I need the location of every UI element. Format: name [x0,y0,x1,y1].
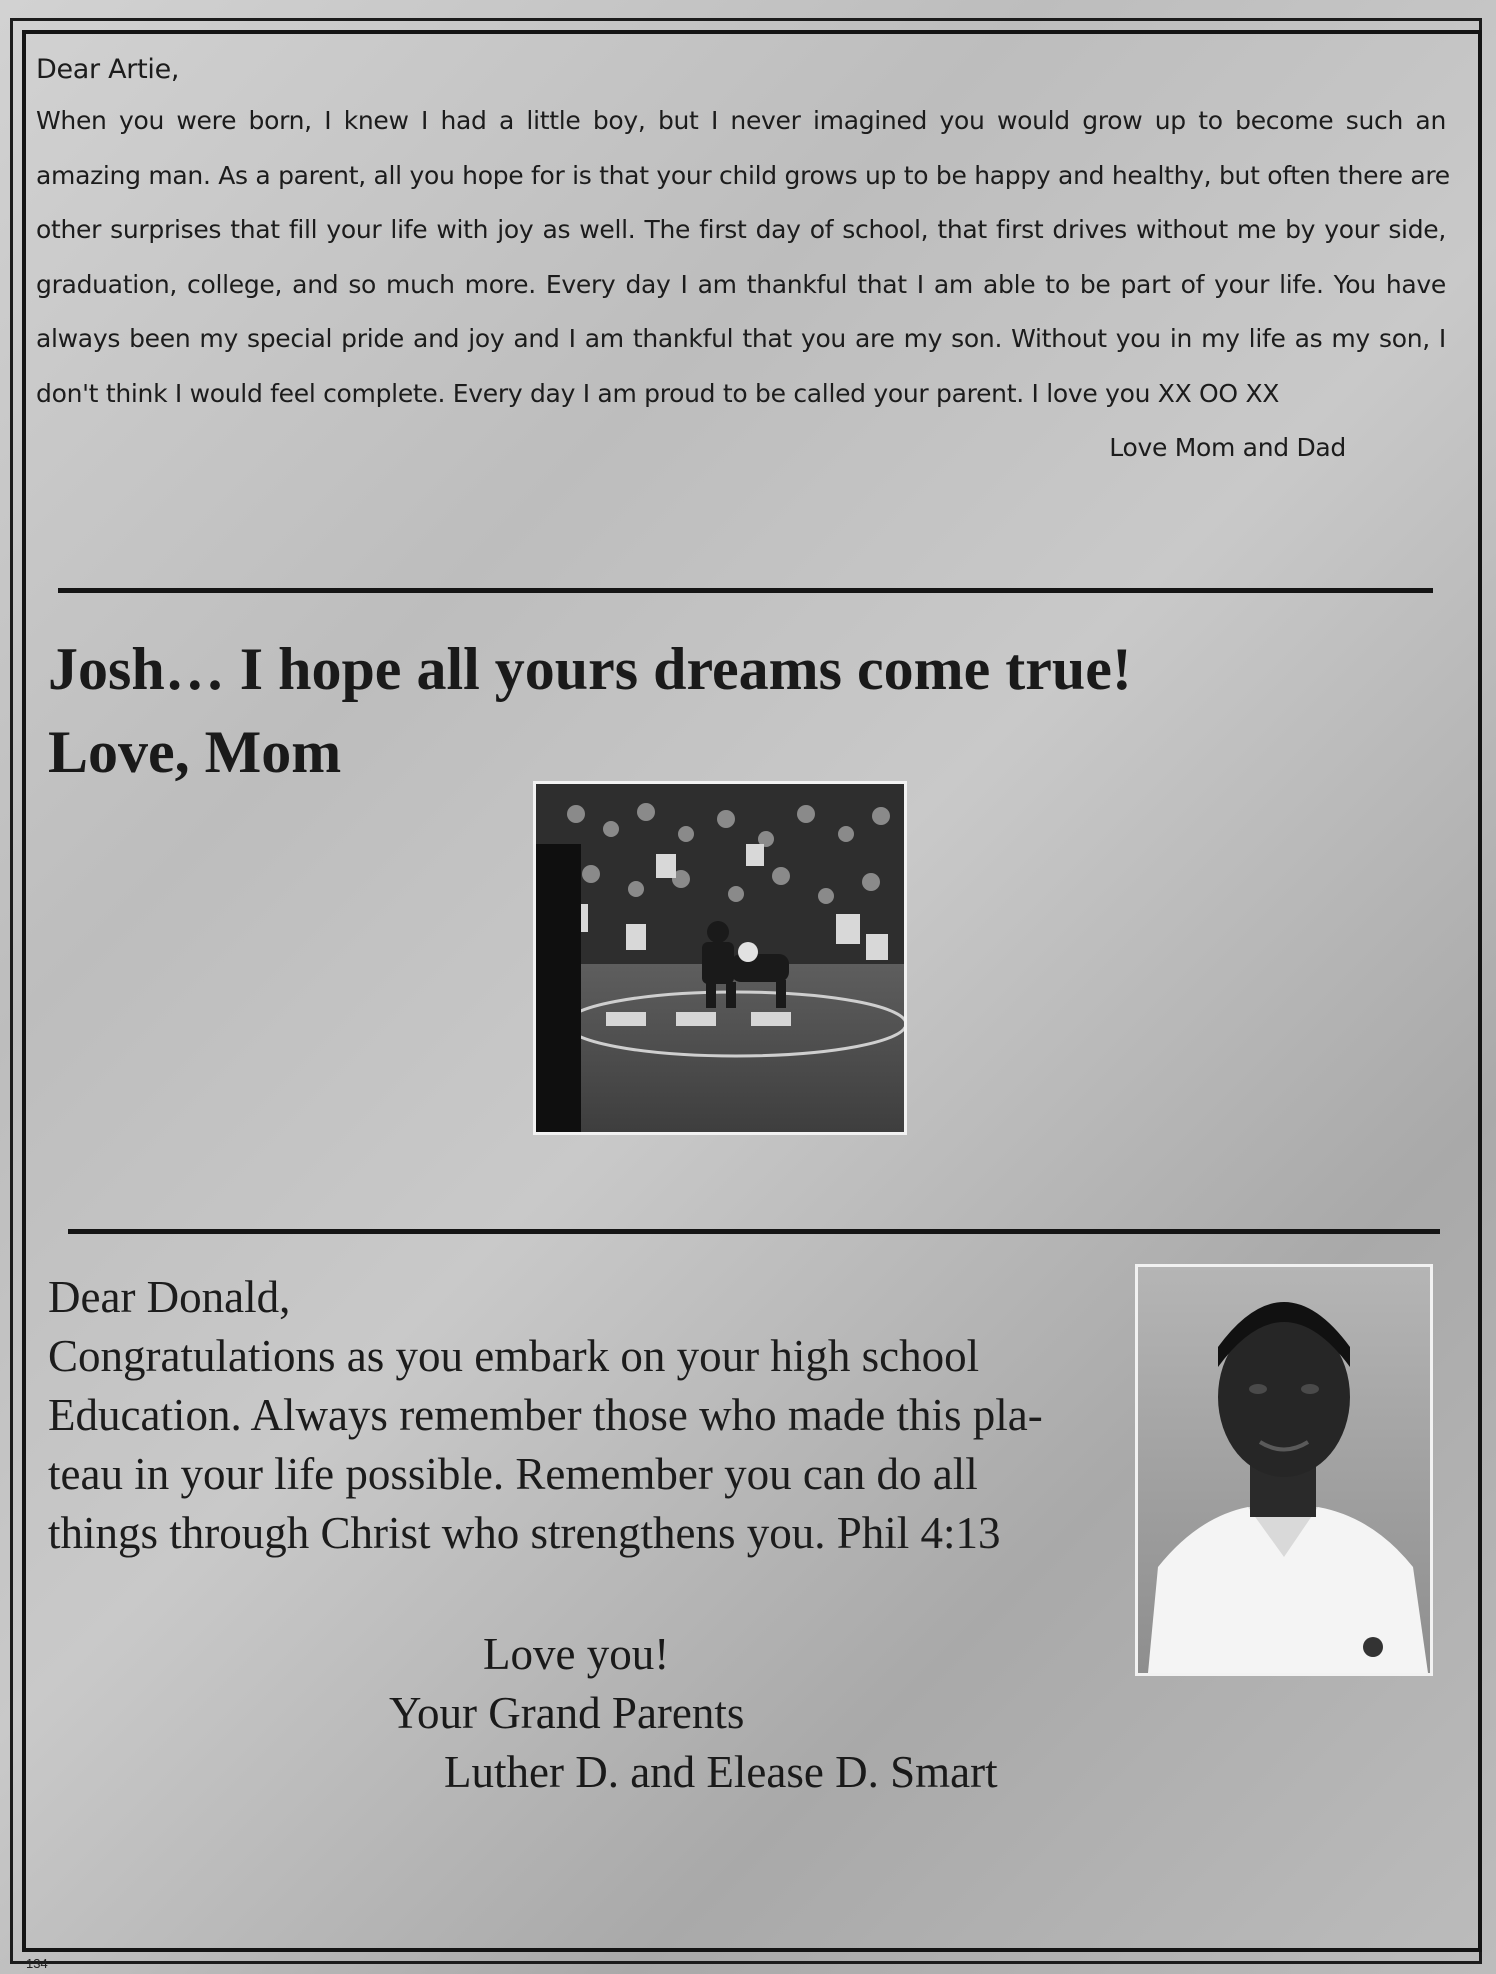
letter-artie [36,50,1450,476]
letter-artie-line: other surprises that fill your life with joy as well. The first day of school, that first drives without me by your side, [36,215,1446,244]
letter-donald-line: teau in your life possible. Remember you can do all [48,1449,978,1499]
letter-artie-line: amazing man. As a parent, all you hope for is that your child grows up to be happy and healthy, but often there are [36,160,1450,190]
note-josh [48,628,1132,794]
letter-donald [48,1268,1108,1563]
portrait-photo-image [1138,1267,1430,1673]
letter-donald-closing: Love you! [483,1629,670,1679]
wrestling-photo [533,781,907,1135]
letter-artie-line: always been my special pride and joy and I am thankful that you are my son. Without you in my life as my son, I [36,324,1446,353]
wrestling-photo-image [536,784,904,1132]
letter-artie-line: graduation, college, and so much more. Every day I am thankful that I am able to be part of your life. You have [36,269,1446,299]
portrait-photo [1135,1264,1433,1676]
letter-donald-line: Congratulations as you embark on your high school [48,1331,980,1381]
letter-artie-signature: Love Mom and Dad [1109,433,1346,462]
section-divider [58,588,1433,593]
letter-donald-from: Your Grand Parents [389,1688,745,1738]
letter-artie-line: When you were born, I knew I had a little boy, but I never imagined you would grow up to become such an [36,106,1446,135]
letter-donald-greeting: Dear Donald, [48,1272,291,1322]
page-number: 134 [26,1956,48,1971]
section-divider [68,1229,1440,1234]
letter-donald-line: Education. Always remember those who made this pla- [48,1390,1043,1440]
letter-artie-greeting: Dear Artie, [36,54,180,85]
note-josh-signature: Love, Mom [48,719,342,785]
letter-donald-line: things through Christ who strengthens you. Phil 4:13 [48,1508,1001,1558]
letter-donald-names: Luther D. and Elease D. Smart [444,1747,998,1797]
note-josh-line1: Josh… I hope all yours dreams come true! [48,636,1132,702]
letter-artie-line: don't think I would feel complete. Every day I am proud to be called your parent. I love you XX OO XX [36,378,1280,408]
